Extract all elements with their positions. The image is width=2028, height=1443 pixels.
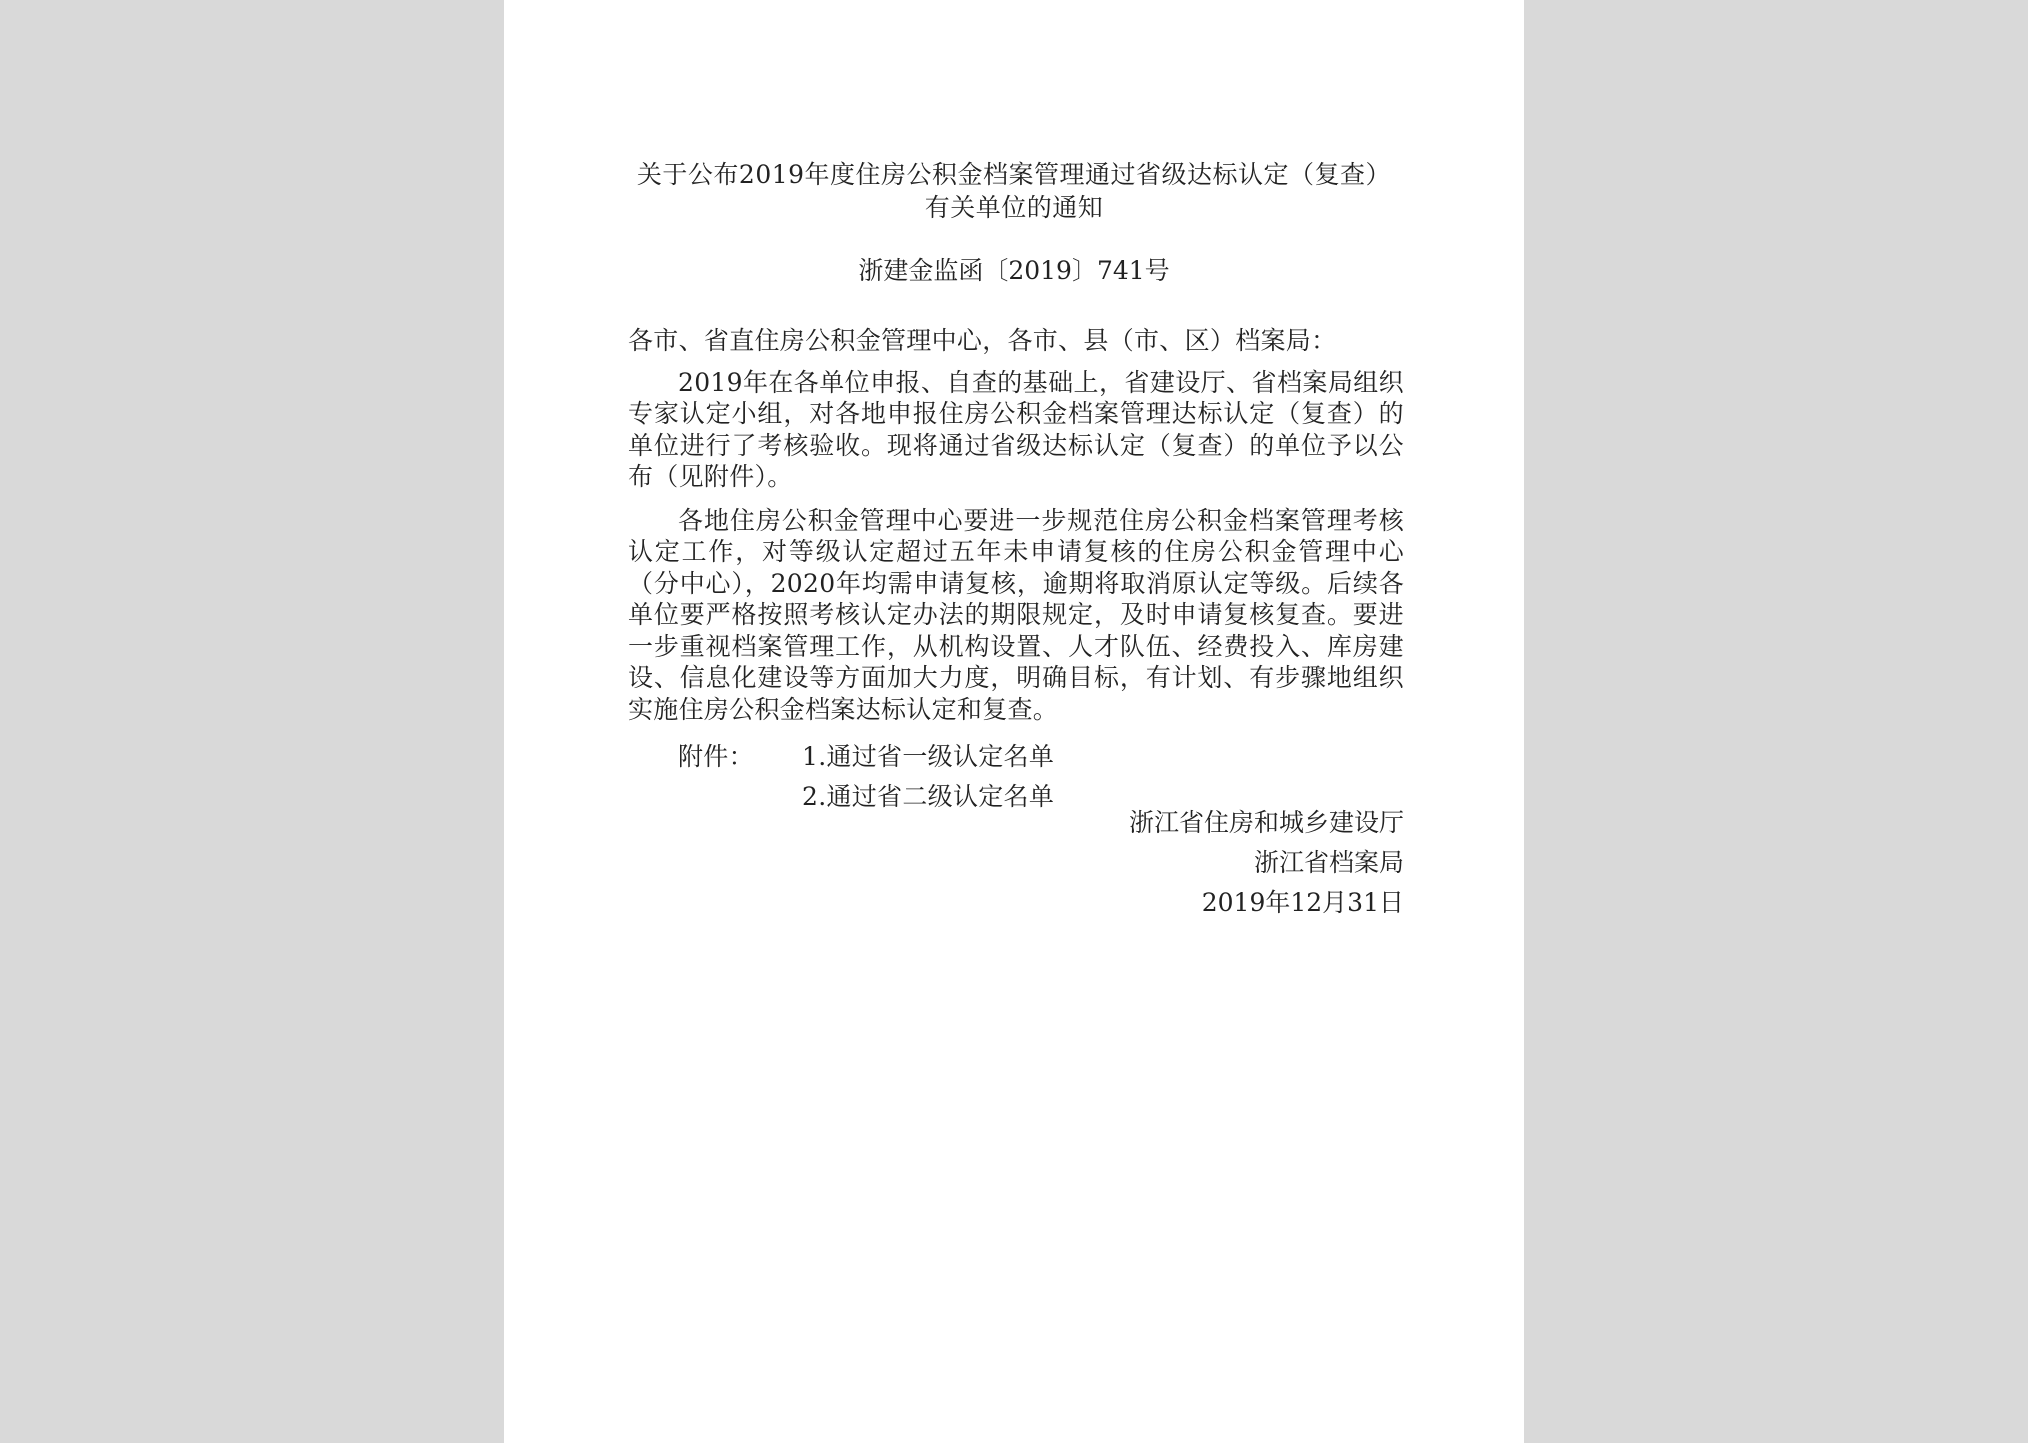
signature-block (1129, 803, 1404, 923)
signatory-2: 浙江省档案局 (1253, 848, 1404, 877)
document-body (628, 325, 1404, 817)
attachments-label: 附件： (678, 742, 754, 771)
attachment-indent (628, 777, 802, 817)
document-date: 2019年12月31日 (1201, 888, 1404, 917)
salutation: 各市、省直住房公积金管理中心，各市、县（市、区）档案局： (628, 326, 1337, 355)
attachment-item-1: 1.通过省一级认定名单 (802, 742, 1055, 771)
attachment-item-2: 2.通过省二级认定名单 (802, 782, 1055, 811)
signatory-1: 浙江省住房和城乡建设厅 (1128, 808, 1404, 837)
attachment-row (628, 737, 1404, 777)
body-paragraph-1: 2019年在各单位申报、自查的基础上，省建设厅、省档案局组织专家认定小组，对各地申报住房公积金档案管理达标认定（复查）的单位进行了考核验收。现将通过省级达标认定（复查）的单位予以公布（见附件）。 (628, 367, 1404, 491)
body-paragraph-2: 各地住房公积金管理中心要进一步规范住房公积金档案管理考核认定工作，对等级认定超过五年未申请复核的住房公积金管理中心（分中心），2020年均需申请复核，逾期将取消原认定等级。后续各单位要严格按照考核认定办法的期限规定，及时申请复核复查。要进一步重视档案管理工作，从机构设置、人才队伍、经费投入、库房建设、信息化建设等方面加大力度，明确目标，有计划、有步骤地组织实施住房公积金档案达标认定和复查。 (628, 505, 1404, 724)
document-page (504, 0, 1524, 1443)
document-title: 关于公布2019年度住房公积金档案管理通过省级达标认定（复查）有关单位的通知 (636, 160, 1392, 222)
document-number: 浙建金监函〔2019〕741号 (858, 256, 1170, 285)
